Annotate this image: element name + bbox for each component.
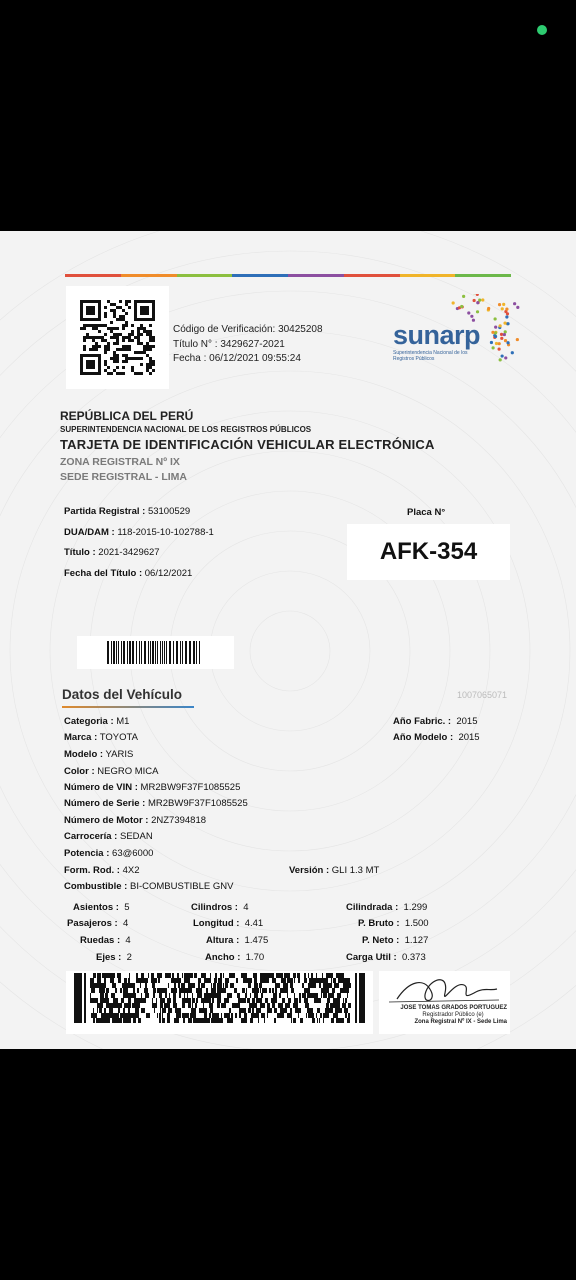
asientos-field: Asientos : 5 — [73, 902, 130, 913]
peso-bruto-field: P. Bruto : 1.500 — [358, 918, 429, 929]
version-field: Versión : GLI 1.3 MT — [289, 865, 380, 876]
document-serial: 1007065071 — [457, 690, 508, 700]
datos-vehiculo-heading: Datos del Vehículo — [62, 687, 183, 702]
carroceria-field: Carrocería : SEDAN — [64, 831, 153, 842]
dua-value: 118-2015-10-102788-1 — [117, 527, 214, 538]
vehicle-id-card — [0, 231, 576, 1049]
document-title: TARJETA DE IDENTIFICACIÓN VEHICULAR ELECTRÓNICA — [60, 437, 435, 452]
cilindros-field: Cilindros : 4 — [191, 902, 249, 913]
sunarp-logo — [390, 294, 520, 374]
fecha-titulo-field: Fecha del Título : 06/12/2021 — [64, 568, 193, 579]
longitud-field: Longitud : 4.41 — [193, 918, 264, 929]
carga-util-field: Carga Util : 0.373 — [346, 952, 426, 963]
logo-wordmark: sunarp — [393, 320, 481, 350]
motor-field: Número de Motor : 2NZ7394818 — [64, 815, 207, 826]
republica-heading: REPÚBLICA DEL PERÚ — [60, 409, 194, 423]
peso-neto-field: P. Neto : 1.127 — [362, 935, 429, 946]
signature-block — [379, 971, 510, 1034]
color-stripe — [65, 274, 511, 277]
verification-code: Código de Verificación: 30425208 — [173, 324, 323, 335]
title-number: Título N° : 3429627-2021 — [173, 338, 285, 350]
partida-registral-field: Partida Registral : 53100529 — [64, 506, 191, 517]
heading-underline — [62, 706, 194, 708]
modelo-field: Modelo : YARIS — [64, 749, 134, 760]
zona-block — [60, 455, 187, 485]
verification-block — [173, 323, 323, 367]
placa-label: Placa N° — [407, 507, 446, 518]
marca-field: Marca : TOYOTA — [64, 732, 138, 743]
registrar-zona: Zona Registral Nº IX - Sede Lima — [414, 1019, 507, 1025]
ano-fabric-field: Año Fabric. : 2015 — [393, 716, 478, 727]
sede-registral: SEDE REGISTRAL - LIMA — [60, 471, 187, 483]
potencia-field: Potencia : 63@6000 — [64, 848, 154, 859]
formrod-field: Form. Rod. : 4X2 — [64, 865, 140, 876]
categoria-field: Categoria : M1 — [64, 716, 130, 727]
superintendencia-heading: SUPERINTENDENCIA NACIONAL DE LOS REGISTROS PÚBLICOS — [60, 425, 312, 434]
color-field: Color : NEGRO MICA — [64, 766, 159, 777]
barcode-small — [77, 636, 234, 669]
cilindrada-field: Cilindrada : 1.299 — [346, 902, 428, 913]
combustible-field: Combustible : BI-COMBUSTIBLE GNV — [64, 881, 234, 892]
registrar-role: Registrador Público (e) — [422, 1012, 484, 1018]
status-indicator-dot — [537, 25, 547, 35]
ancho-field: Ancho : 1.70 — [205, 952, 265, 963]
titulo-field: Título : 2021-3429627 — [64, 547, 160, 558]
vin-field: Número de VIN : MR2BW9F37F1085525 — [64, 782, 241, 793]
pdf417-barcode — [66, 971, 373, 1034]
titulo-value: 2021-3429627 — [98, 547, 160, 558]
qr-code — [66, 286, 169, 389]
placa-number: AFK-354 — [347, 524, 510, 580]
pasajeros-field: Pasajeros : 4 — [67, 918, 129, 929]
ruedas-field: Ruedas : 4 — [80, 935, 131, 946]
ano-modelo-field: Año Modelo : 2015 — [393, 732, 480, 743]
ejes-field: Ejes : 2 — [96, 952, 132, 963]
dua-field: DUA/DAM : 118-2015-10-102788-1 — [64, 527, 214, 538]
fecha-titulo-value: 06/12/2021 — [144, 568, 193, 579]
issue-date: Fecha : 06/12/2021 09:55:24 — [173, 353, 301, 364]
registrar-name: JOSE TOMAS GRADOS PORTUGUEZ — [400, 1005, 507, 1011]
zona-registral: ZONA REGISTRAL Nº IX — [60, 456, 180, 468]
altura-field: Altura : 1.475 — [206, 935, 269, 946]
logo-subtitle: Superintendencia Nacional de los Registros Públicos — [393, 350, 468, 362]
partida-registral-value: 53100529 — [147, 506, 191, 517]
serie-field: Número de Serie : MR2BW9F37F1085525 — [64, 798, 248, 809]
